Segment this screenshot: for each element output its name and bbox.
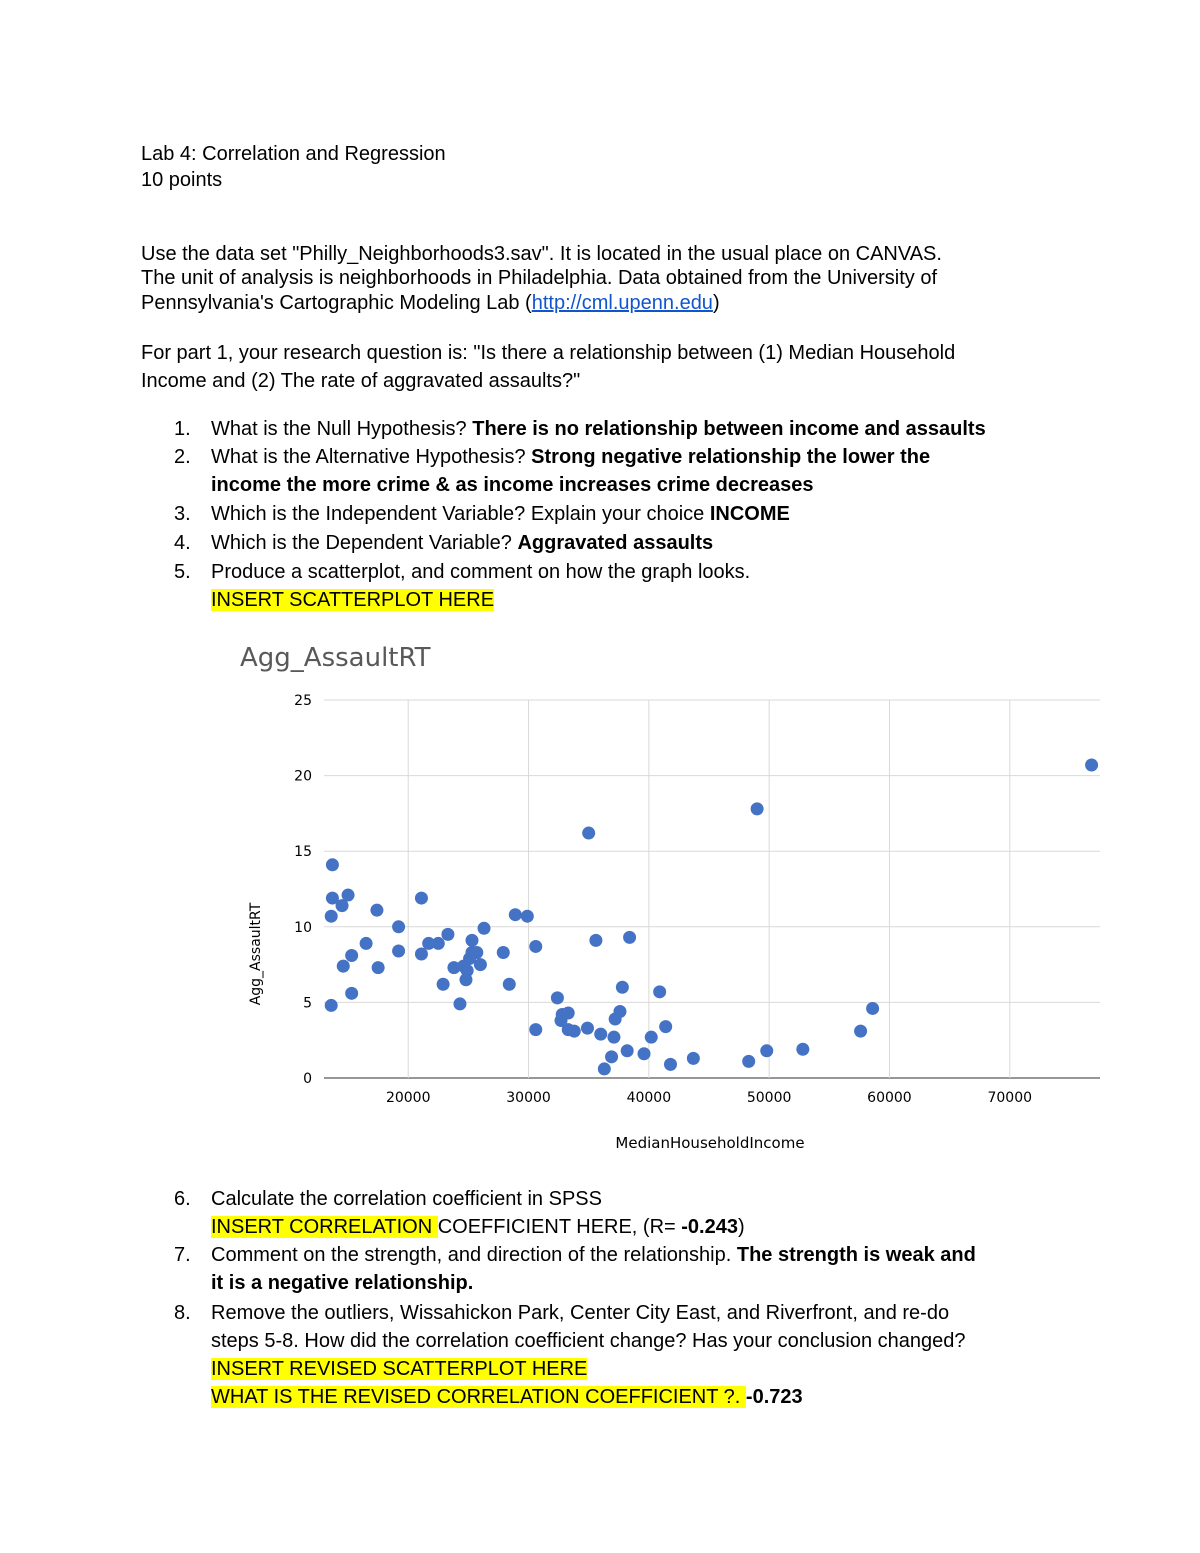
data-point bbox=[337, 960, 350, 973]
data-point bbox=[551, 991, 564, 1004]
data-point bbox=[470, 946, 483, 959]
item-8-answer-line bbox=[211, 1384, 803, 1410]
data-point bbox=[589, 934, 602, 947]
data-point bbox=[645, 1031, 658, 1044]
data-point bbox=[345, 949, 358, 962]
y-axis-label: Agg_AssaultRT bbox=[248, 902, 264, 1006]
item-6-answer: -0.243 bbox=[681, 1216, 738, 1238]
item-6-close: ) bbox=[737, 1216, 745, 1238]
data-point bbox=[854, 1025, 867, 1038]
x-axis-label: MedianHouseholdIncome bbox=[615, 1134, 805, 1152]
item-2-number: 2. bbox=[174, 446, 191, 468]
data-point bbox=[325, 910, 338, 923]
data-point bbox=[474, 958, 487, 971]
y-tick-label: 10 bbox=[294, 919, 312, 936]
data-point bbox=[638, 1047, 651, 1060]
item-1 bbox=[211, 416, 986, 442]
item-1-answer: There is no relationship between income and assaults bbox=[472, 418, 986, 440]
item-6-number: 6. bbox=[174, 1188, 191, 1210]
question-line-1: For part 1, your research question is: "Is there a relationship between (1) Median Household bbox=[141, 342, 956, 364]
data-point bbox=[415, 892, 428, 905]
cml-link[interactable]: http://cml.upenn.edu bbox=[531, 292, 713, 314]
x-tick-label: 20000 bbox=[385, 1090, 431, 1106]
data-point bbox=[616, 981, 629, 994]
item-8-text: Remove the outliers, Wissahickon Park, Center City East, and Riverfront, and re-do bbox=[211, 1302, 950, 1324]
item-7-answer: The strength is weak and bbox=[736, 1244, 976, 1266]
data-point bbox=[582, 827, 595, 840]
item-4-text: Which is the Dependent Variable? bbox=[211, 532, 518, 554]
data-point bbox=[509, 908, 522, 921]
data-point bbox=[613, 1005, 626, 1018]
data-point bbox=[594, 1028, 607, 1041]
y-tick-label: 15 bbox=[294, 844, 312, 861]
item-6-text: Calculate the correlation coefficient in SPSS bbox=[211, 1188, 602, 1210]
item-4 bbox=[211, 530, 713, 556]
y-axis-ticks bbox=[294, 693, 312, 1087]
data-point bbox=[392, 944, 405, 957]
item-1-number: 1. bbox=[174, 418, 191, 440]
data-point bbox=[345, 987, 358, 1000]
item-8-placeholder bbox=[211, 1356, 587, 1382]
question-line-2: Income and (2) The rate of aggravated assaults?" bbox=[141, 370, 581, 392]
item-8-number: 8. bbox=[174, 1302, 191, 1324]
item-3 bbox=[211, 501, 790, 527]
item-5-number: 5. bbox=[174, 561, 191, 583]
data-point bbox=[437, 978, 450, 991]
data-point bbox=[568, 1025, 581, 1038]
x-axis-ticks bbox=[386, 1090, 1032, 1106]
data-point bbox=[796, 1043, 809, 1056]
item-1-text: What is the Null Hypothesis? bbox=[211, 418, 473, 440]
data-point bbox=[562, 1006, 575, 1019]
data-point bbox=[325, 999, 338, 1012]
data-point bbox=[503, 978, 516, 991]
data-point bbox=[751, 802, 764, 815]
data-point bbox=[521, 910, 534, 923]
chart-title: Agg_AssaultRT bbox=[240, 643, 431, 673]
data-point bbox=[605, 1050, 618, 1063]
data-point bbox=[742, 1055, 755, 1068]
data-point bbox=[581, 1022, 594, 1035]
y-tick-label: 20 bbox=[294, 768, 312, 785]
chart-gridlines bbox=[324, 700, 1100, 1078]
y-tick-label: 5 bbox=[303, 995, 312, 1012]
data-point bbox=[453, 997, 466, 1010]
item-4-number: 4. bbox=[174, 532, 191, 554]
x-tick-label: 40000 bbox=[626, 1090, 672, 1106]
revised-coefficient-highlight: WHAT IS THE REVISED CORRELATION COEFFICIENT ?. bbox=[211, 1386, 746, 1408]
item-7-number: 7. bbox=[174, 1244, 191, 1266]
item-3-number: 3. bbox=[174, 503, 191, 525]
data-point bbox=[529, 940, 542, 953]
intro-line-2: The unit of analysis is neighborhoods in Philadelphia. Data obtained from the University of bbox=[141, 267, 938, 289]
item-2 bbox=[211, 444, 930, 470]
data-point bbox=[392, 920, 405, 933]
item-2-text: What is the Alternative Hypothesis? bbox=[211, 446, 532, 468]
item-7 bbox=[211, 1242, 976, 1268]
intro-line-3 bbox=[141, 290, 720, 316]
data-point bbox=[461, 964, 474, 977]
x-tick-label: 30000 bbox=[506, 1090, 551, 1106]
data-point bbox=[360, 937, 373, 950]
scatter-chart bbox=[230, 630, 1120, 1160]
item-5-text: Produce a scatterplot, and comment on how the graph looks. bbox=[211, 561, 751, 583]
data-point bbox=[529, 1023, 542, 1036]
item-8-answer: -0.723 bbox=[745, 1386, 803, 1408]
insert-correlation-highlight: INSERT CORRELATION bbox=[211, 1216, 438, 1238]
item-3-text: Which is the Independent Variable? Explain your choice bbox=[211, 503, 710, 525]
item-3-answer: INCOME bbox=[709, 503, 790, 525]
data-point bbox=[441, 928, 454, 941]
y-tick-label: 25 bbox=[294, 693, 312, 709]
document-title: Lab 4: Correlation and Regression bbox=[141, 143, 446, 165]
y-tick-label: 0 bbox=[303, 1071, 312, 1087]
data-point bbox=[415, 948, 428, 961]
intro-line-3-suffix: ) bbox=[712, 292, 720, 314]
data-point bbox=[598, 1062, 611, 1075]
data-point bbox=[370, 904, 383, 917]
item-2-answer: Strong negative relationship the lower the bbox=[531, 446, 931, 468]
data-point bbox=[621, 1044, 634, 1057]
data-point bbox=[1085, 759, 1098, 772]
insert-revised-scatterplot-highlight: INSERT REVISED SCATTERPLOT HERE bbox=[211, 1358, 588, 1380]
item-5-placeholder bbox=[211, 587, 494, 613]
data-point bbox=[607, 1031, 620, 1044]
chart-points bbox=[325, 759, 1098, 1076]
item-2-answer-continued: income the more crime & as income increases crime decreases bbox=[211, 474, 814, 496]
x-tick-label: 70000 bbox=[987, 1090, 1033, 1106]
item-6-answer-line bbox=[211, 1214, 745, 1240]
data-point bbox=[372, 961, 385, 974]
data-point bbox=[432, 937, 445, 950]
item-6-rest: COEFFICIENT HERE, (R= bbox=[437, 1216, 682, 1238]
data-point bbox=[664, 1058, 677, 1071]
x-tick-label: 60000 bbox=[867, 1090, 912, 1106]
data-point bbox=[326, 858, 339, 871]
data-point bbox=[465, 934, 478, 947]
item-7-answer-continued: it is a negative relationship. bbox=[211, 1272, 474, 1294]
intro-line-1: Use the data set "Philly_Neighborhoods3.sav". It is located in the usual place on CANVAS. bbox=[141, 243, 942, 265]
item-8-text-continued: steps 5-8. How did the correlation coefficient change? Has your conclusion changed? bbox=[211, 1330, 966, 1352]
data-point bbox=[653, 985, 666, 998]
data-point bbox=[623, 931, 636, 944]
points-label: 10 points bbox=[141, 169, 223, 191]
data-point bbox=[342, 889, 355, 902]
item-4-answer: Aggravated assaults bbox=[517, 532, 714, 554]
insert-scatterplot-highlight: INSERT SCATTERPLOT HERE bbox=[211, 589, 495, 611]
intro-line-3-prefix: Pennsylvania's Cartographic Modeling Lab ( bbox=[141, 292, 532, 314]
data-point bbox=[687, 1052, 700, 1065]
data-point bbox=[659, 1020, 672, 1033]
data-point bbox=[497, 946, 510, 959]
data-point bbox=[866, 1002, 879, 1015]
data-point bbox=[478, 922, 491, 935]
x-tick-label: 50000 bbox=[746, 1090, 792, 1106]
data-point bbox=[760, 1044, 773, 1057]
item-7-text: Comment on the strength, and direction of the relationship. bbox=[211, 1244, 737, 1266]
